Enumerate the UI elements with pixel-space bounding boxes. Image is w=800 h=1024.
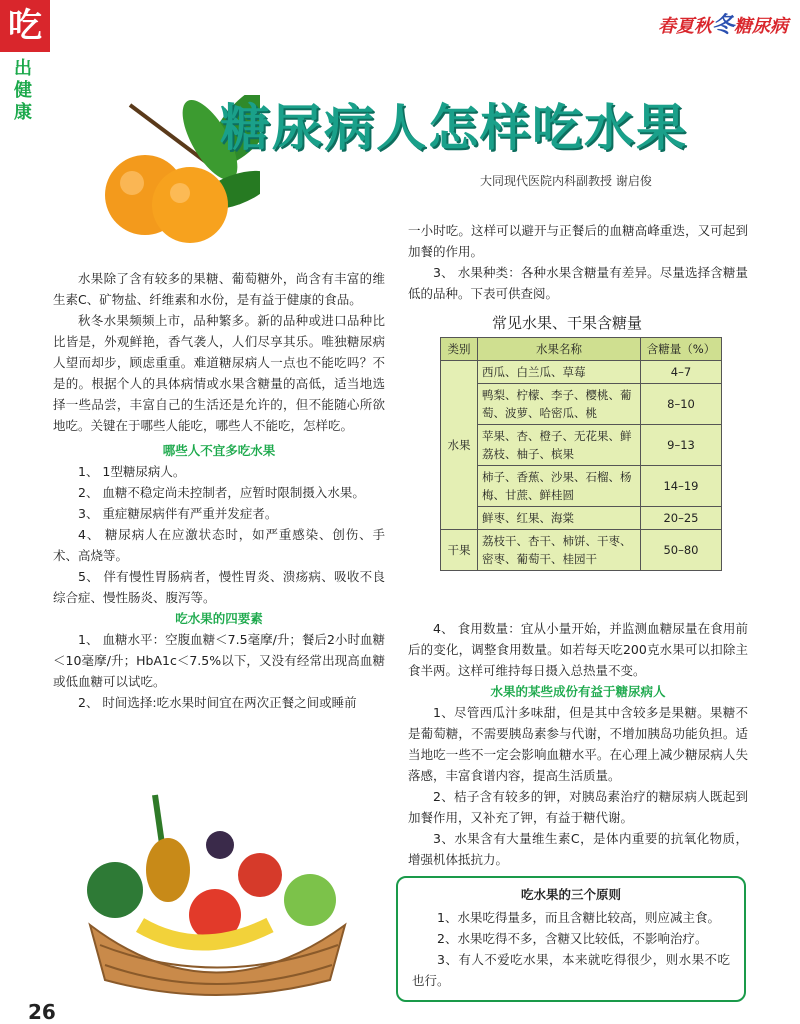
table-category-cell: 水果: [441, 361, 478, 530]
table-category-cell: 干果: [441, 530, 478, 571]
table-row: [441, 466, 722, 507]
melon-shape: [87, 862, 143, 918]
table-cell: 鸭梨、柠檬、李子、樱桃、葡萄、波萝、哈密瓜、桃: [478, 384, 641, 425]
sugar-content-table: [440, 337, 722, 571]
section-heading: 吃水果的四要素: [175, 611, 263, 626]
page-number: 26: [28, 1000, 56, 1024]
list-item: 4、 食用数量：宜从小量开始，并监测血糖尿量在食用前后的变化，调整食用数量。如若每天吃200克水果可以扣除主食半两。这样可维持每日摄入总热量不变。: [408, 621, 748, 678]
continued-paragraph: 一小时吃。这样可以避开与正餐后的血糖高峰重迭，又可起到加餐的作用。: [408, 223, 748, 259]
right-column: [408, 220, 748, 304]
principles-title: 吃水果的三个原则: [520, 887, 621, 902]
fruit-basket-illustration: [70, 775, 360, 1000]
table-cell: 20–25: [641, 507, 722, 530]
table-cell: 9–13: [641, 425, 722, 466]
list-item: 5、 伴有慢性胃肠病者，慢性胃炎、溃疡病、吸收不良综合症、慢性肠炎、腹泻等。: [53, 569, 385, 605]
table-header-row: [441, 338, 722, 361]
intro-paragraph: 水果除了含有较多的果糖、葡萄糖外，尚含有丰富的维生素C、矿物盐、纤维素和水份，是有益于健康的食品。: [53, 271, 385, 307]
table-header-cell: 类别: [441, 338, 478, 361]
author-byline: 大同现代医院内科副教授 谢启俊: [480, 174, 652, 188]
table-cell: 柿子、香蕉、沙果、石榴、杨梅、甘蔗、鲜桂圆: [478, 466, 641, 507]
table-title: 常见水果、干果含糖量: [492, 314, 643, 332]
principle-item: 3、有人不爱吃水果，本来就吃得很少，则水果不吃也行。: [412, 952, 730, 988]
series-title: [658, 8, 788, 39]
series-part-accent: 冬: [711, 12, 734, 38]
principle-item: 2、水果吃得不多，含糖又比较低，不影响治疗。: [437, 931, 708, 946]
section-badge: 吃: [0, 0, 50, 52]
right-column-lower: [408, 618, 748, 870]
body-paragraph: 2、桔子含有较多的钾，对胰岛素治疗的糖尿病人既起到加餐作用，又补充了钾，有益于糖代谢。: [408, 789, 748, 825]
table-cell: 苹果、杏、橙子、无花果、鲜荔枝、柚子、槟果: [478, 425, 641, 466]
body-paragraph: 3、水果含有大量维生素C，是体内重要的抗氧化物质，增强机体抵抗力。: [408, 831, 748, 867]
principle-item: 1、水果吃得量多，而且含糖比较高，则应减主食。: [437, 910, 720, 925]
list-item: 1、 血糖水平：空腹血糖＜7.5毫摩/升；餐后2小时血糖＜10毫摩/升；HbA1c＜7.5%以下，又没有经常出现高血糖或低血糖可以试吃。: [53, 632, 385, 689]
intro-paragraph: 秋冬水果频频上市，品种繁多。新的品种或进口品种比比皆是，外观鲜艳，香气袭人，人们尽享其乐。唯独糖尿病人望而却步，顾虑重重。难道糖尿病人一点也不能吃吗？不是的。根据个人的具体病情或水果含糖量的高低，适当地选择一些品尝，丰富自己的生活还是允许的，但不能随心所欲地吃。关键在于哪些人能吃，哪些人不能吃，怎样吃。: [53, 313, 385, 433]
table-cell: 14–19: [641, 466, 722, 507]
list-item: 1、 1型糖尿病人。: [78, 464, 186, 479]
article-title: 糖尿病人怎样吃水果: [220, 99, 688, 157]
table-cell: 鲜枣、红果、海棠: [478, 507, 641, 530]
apple-shape: [238, 853, 282, 897]
table-row: [441, 384, 722, 425]
table-cell: 50–80: [641, 530, 722, 571]
section-heading: 水果的某些成份有益于糖尿病人: [490, 684, 666, 699]
table-header-cell: 水果名称: [478, 338, 641, 361]
section-heading: 哪些人不宜多吃水果: [162, 443, 276, 458]
list-item: 2、 时间选择:吃水果时间宜在两次正餐之间或睡前: [78, 695, 357, 710]
table-row: [441, 530, 722, 571]
table-header-cell: 含糖量（%）: [641, 338, 722, 361]
series-part: 春夏秋: [657, 16, 712, 37]
grape-shape: [206, 831, 234, 859]
orange-shape: [152, 167, 228, 243]
table-row: [441, 361, 722, 384]
body-paragraph: 1、尽管西瓜汁多味甜，但是其中含较多是果糖。果糖不是葡萄糖，不需要胰岛素参与代谢，不增加胰岛功能负担。适当地吃一些不一定会影响血糖水平。在心理上减少糖尿病人失落感，丰富食谱内容，提高生活质量。: [408, 705, 748, 783]
green-grapes-shape: [284, 874, 336, 926]
table-cell: 8–10: [641, 384, 722, 425]
column-label-char: 出: [14, 58, 32, 79]
table-cell: 4–7: [641, 361, 722, 384]
table-row: [441, 507, 722, 530]
list-item: 2、 血糖不稳定尚未控制者，应暂时限制摄入水果。: [78, 485, 365, 500]
table-cell: 西瓜、白兰瓜、草莓: [478, 361, 641, 384]
list-item: 3、 重症糖尿病伴有严重并发症者。: [78, 506, 278, 521]
left-column: [53, 268, 385, 713]
table-row: [441, 425, 722, 466]
list-item: 3、 水果种类：各种水果含糖量有差异。尽量选择含糖量低的品种。下表可供查阅。: [408, 265, 748, 301]
column-label: [14, 58, 40, 124]
list-item: 4、 糖尿病人在应激状态时，如严重感染、创伤、手术、高烧等。: [53, 527, 385, 563]
column-label-char: 康: [14, 102, 32, 123]
pineapple-shape: [146, 838, 190, 902]
column-label-char: 健: [14, 80, 32, 101]
series-part: 糖尿病: [734, 16, 788, 37]
principles-box: [396, 876, 746, 1002]
table-cell: 荔枝干、杏干、柿饼、干枣、密枣、葡萄干、桂园干: [478, 530, 641, 571]
